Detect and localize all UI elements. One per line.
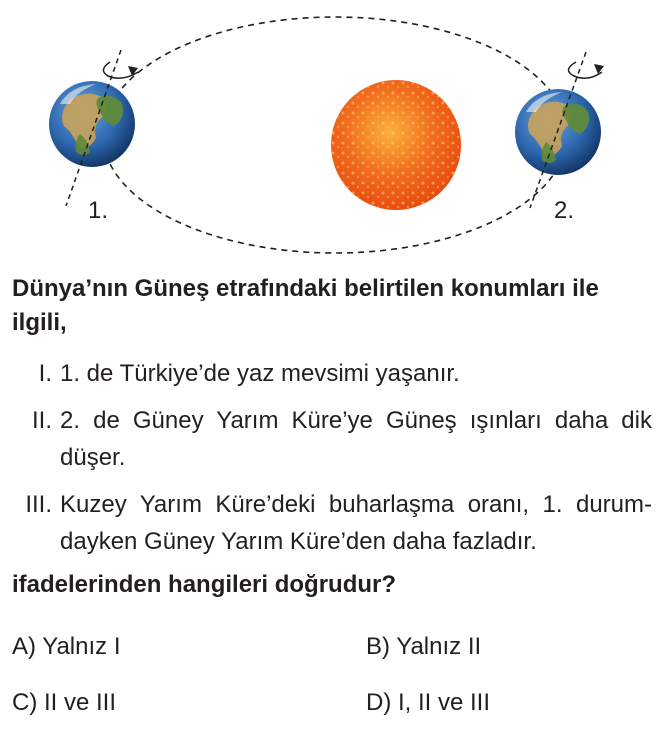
statement-number: I. bbox=[38, 360, 52, 387]
orbit-figure bbox=[0, 0, 659, 265]
question-stem: Dünya’nın Güneş etrafındaki belirtilen konumları ile ilgili, bbox=[12, 275, 599, 336]
sun bbox=[331, 80, 461, 210]
statement-number: III. bbox=[25, 491, 52, 518]
position-2-label: 2. bbox=[554, 197, 575, 224]
option-b[interactable]: B) Yalnız II bbox=[366, 633, 482, 660]
option-d[interactable]: D) I, II ve III bbox=[366, 689, 491, 716]
option-a[interactable]: A) Yalnız I bbox=[12, 633, 121, 660]
option-c[interactable]: C) II ve III bbox=[12, 689, 117, 716]
statement-number: II. bbox=[31, 407, 52, 434]
statement-text: 1. de Türkiye’de yaz mevsimi yaşanır. bbox=[60, 360, 460, 387]
statement-text: 2. de Güney Yarım Küre’ye Güneş ışınları daha dik düşer. bbox=[60, 407, 652, 471]
earth-position-1 bbox=[49, 50, 138, 206]
question-prompt: ifadelerinden hangileri doğrudur? bbox=[12, 571, 397, 598]
statement-text: Kuzey Yarım Küre’deki buharlaşma oranı, 1. durum-dayken Güney Yarım Küre’den daha fazladır. bbox=[60, 491, 652, 555]
earth-position-2 bbox=[515, 52, 604, 208]
orbit-diagram bbox=[0, 0, 659, 265]
position-1-label: 1. bbox=[88, 197, 109, 224]
